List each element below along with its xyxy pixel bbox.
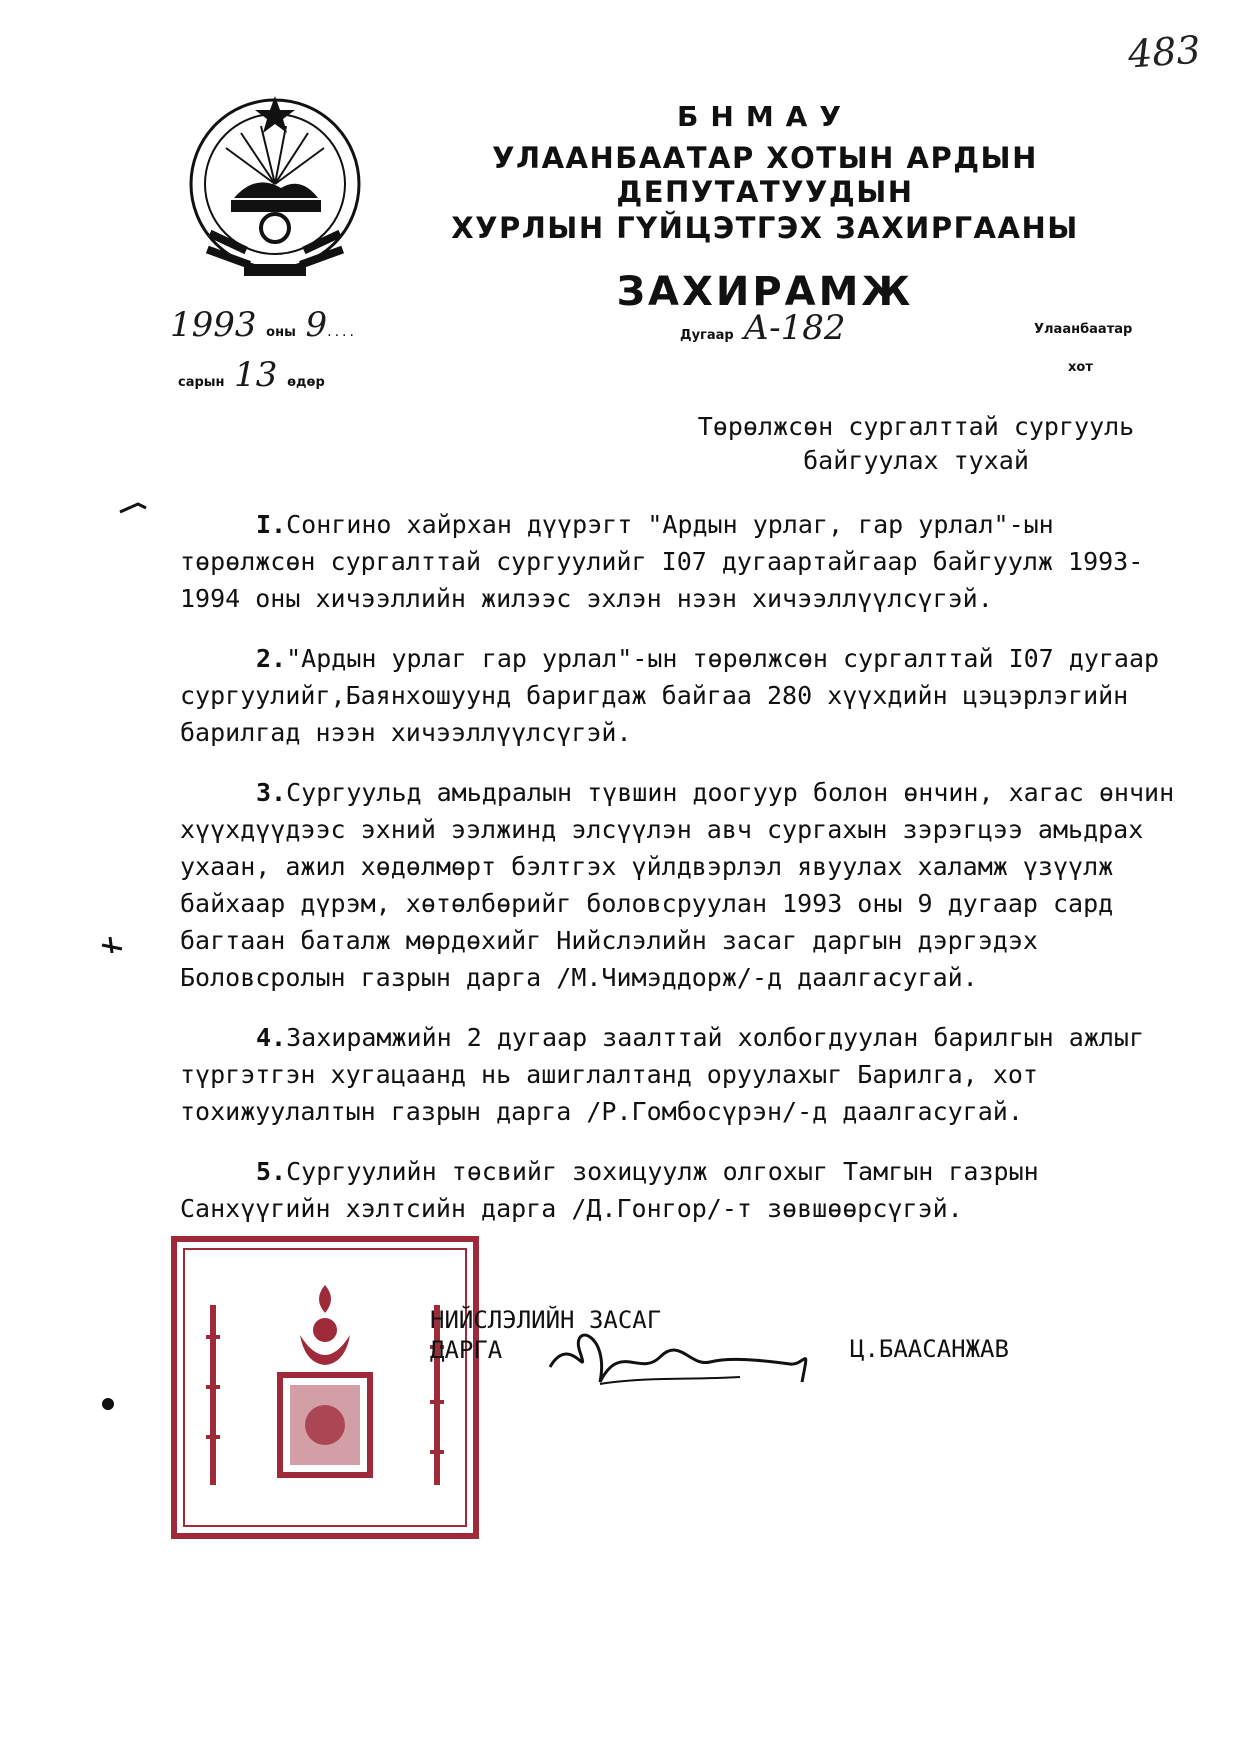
date-month-label: сарын bbox=[178, 375, 225, 390]
paragraph-text: Захирамжийн 2 дугаар заалттай холбогдуулан барилгын ажлыг түргэтгэн хугацаанд нь ашиглалтанд оруулахыг Барилга, хот тохижуулалтын газрын дарга /Р.Гомбосүрэн/-д даалгасугай. bbox=[180, 1023, 1145, 1126]
country-abbreviation: БНМАУ bbox=[677, 100, 853, 133]
date-day bbox=[178, 355, 325, 395]
paragraph-5 bbox=[180, 1153, 1190, 1227]
archive-number: 483 bbox=[1126, 27, 1202, 77]
signatory-title-line-1: НИЙСЛЭЛИЙН ЗАСАГ bbox=[430, 1306, 662, 1334]
signatory-name: Ц.БААСАНЖАВ bbox=[850, 1335, 1009, 1363]
date-year-month bbox=[170, 305, 357, 345]
ink-mark bbox=[118, 500, 148, 516]
official-seal-stamp bbox=[170, 1235, 480, 1540]
signatory-title-line-2: ДАРГА bbox=[430, 1336, 503, 1364]
paragraph-number: 3. bbox=[256, 778, 287, 807]
dotted-line: .... bbox=[327, 324, 357, 340]
paragraph-number: 5. bbox=[256, 1157, 287, 1186]
date-day-suffix: өдөр bbox=[287, 375, 325, 390]
paragraph-text: "Ардын урлаг гар урлал"-ын төрөлжсөн сургалттай I07 дугаар сургуулийг,Баянхошуунд баригдаж байгаа 280 хүүхдийн цэцэрлэгийн барилгад нээн хичээллүүлсүгэй. bbox=[180, 644, 1160, 747]
ink-mark bbox=[98, 1395, 118, 1413]
document-number bbox=[680, 308, 845, 348]
paragraph-number: 4. bbox=[256, 1023, 287, 1052]
organization-line-1: УЛААНБААТАР ХОТЫН АРДЫН ДЕПУТАТУУДЫН bbox=[492, 141, 1038, 209]
date-month: 9 bbox=[305, 305, 328, 345]
paragraph-3 bbox=[180, 774, 1190, 996]
ink-mark bbox=[100, 935, 124, 955]
handwritten-signature bbox=[540, 1322, 840, 1402]
subject-line-1: Төрөлжсөн сургалттай сургууль bbox=[697, 412, 1135, 441]
document-type: ЗАХИРАМЖ bbox=[616, 269, 914, 315]
paragraph-1 bbox=[180, 506, 1190, 617]
date-day-value: 13 bbox=[234, 355, 278, 395]
paragraph-number: 2. bbox=[256, 644, 287, 673]
number-label: Дугаар bbox=[680, 328, 734, 343]
number-value: А-182 bbox=[743, 308, 846, 348]
document-subject bbox=[676, 410, 1156, 478]
state-emblem-icon bbox=[186, 88, 364, 284]
document-body bbox=[180, 506, 1190, 1250]
paragraph-text: Сонгино хайрхан дүүрэгт "Ардын урлаг, гар урлал"-ын төрөлжсөн сургалттай сургуулийг I07 дугаартайгаар байгуулж 1993-1994 оны хичээллийн жилээс эхлэн нээн хичээллүүлсүгэй. bbox=[180, 510, 1144, 613]
paragraph-number: I. bbox=[256, 510, 287, 539]
subject-line-2: байгуулах тухай bbox=[803, 446, 1029, 475]
place-city-suffix: хот bbox=[1068, 360, 1093, 375]
organization-line-2: ХУРЛЫН ГҮЙЦЭТГЭХ ЗАХИРГААНЫ bbox=[451, 211, 1079, 245]
paragraph-text: Сургуульд амьдралын түвшин доогуур болон өнчин, хагас өнчин хүүхдүүдээс эхний ээлжинд элсүүлэн авч сургахын зэрэгцээ амьдрах ухаан, ажил хөдөлмөрт бэлтгэх үйлдвэрлэл явуулах халамж үзүүлж байхаар дүрэм, хөтөлбөрийг боловсруулан 1993 оны 9 дугаар сард багтаан баталж мөрдөхийг Нийслэлийн засаг даргын дэргэдэх Боловсролын газрын дарга /М.Чимэддорж/-д даалгасугай. bbox=[180, 778, 1175, 992]
paragraph-4 bbox=[180, 1019, 1190, 1130]
date-year: 1993 bbox=[170, 305, 257, 345]
letterhead bbox=[380, 100, 1150, 315]
paragraph-text: Сургуулийн төсвийг зохицуулж олгохыг Тамгын газрын Санхүүгийн хэлтсийн дарга /Д.Гонгор/-т зөвшөөрсүгэй. bbox=[180, 1157, 1039, 1223]
place-city: Улаанбаатар bbox=[1034, 322, 1133, 337]
date-year-suffix: оны bbox=[266, 325, 296, 340]
paragraph-2 bbox=[180, 640, 1190, 751]
